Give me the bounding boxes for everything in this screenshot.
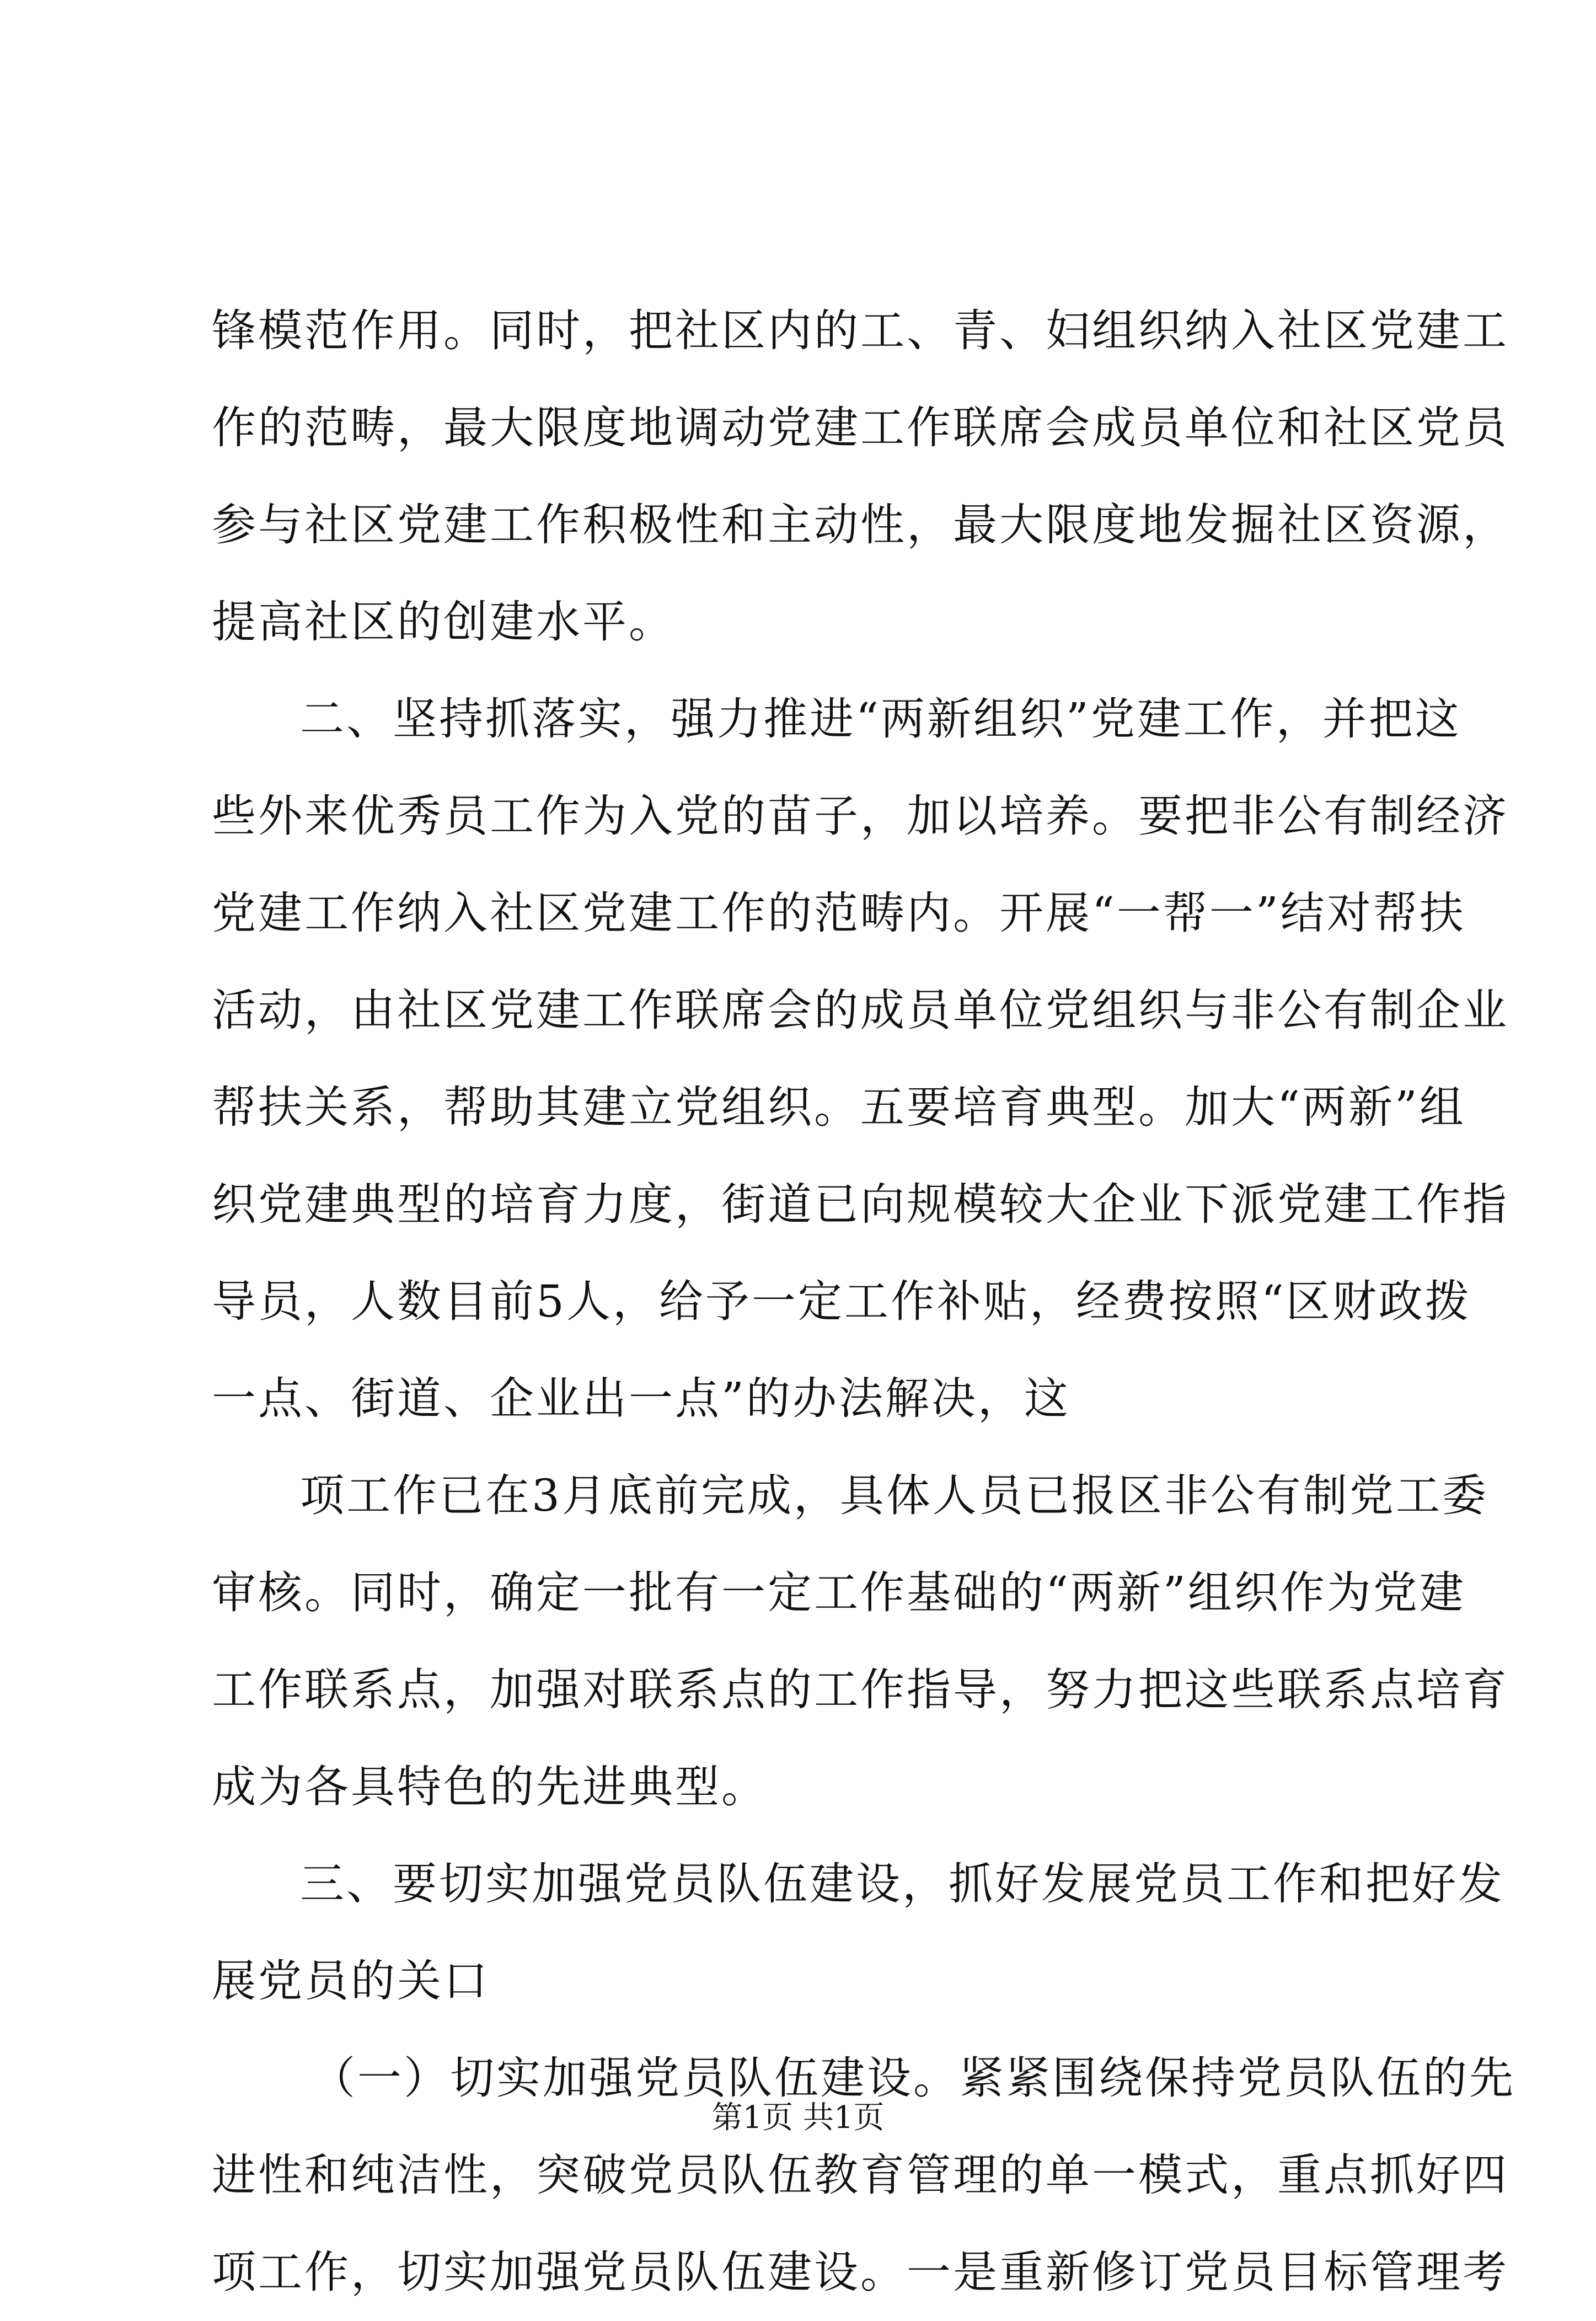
document-body [212, 282, 1515, 2321]
text-line: 作的范畴，最大限度地调动党建工作联席会成员单位和社区党员 [212, 402, 1509, 453]
paragraph-start-line: 二、坚持抓落实，强力推进“两新组织”党建工作，并把这 [300, 693, 1461, 745]
text-line: 审核。同时，确定一批有一定工作基础的“两新”组织作为党建 [212, 1567, 1466, 1618]
text-line: 成为各具特色的先进典型。 [212, 1761, 768, 1812]
text-line: 参与社区党建工作积极性和主动性，最大限度地发掘社区资源， [212, 499, 1509, 550]
text-line: 帮扶关系，帮助其建立党组织。五要培育典型。加大“两新”组 [212, 1082, 1466, 1133]
text-line: 活动，由社区党建工作联席会的成员单位党组织与非公有制企业 [212, 985, 1509, 1036]
text-line: 进性和纯洁性，突破党员队伍教育管理的单一模式，重点抓好四 [212, 2149, 1509, 2201]
paragraph-start-line: （一）切实加强党员队伍建设。紧紧围绕保持党员队伍的先 [311, 2052, 1515, 2104]
text-line: 织党建典型的培育力度，街道已向规模较大企业下派党建工作指 [212, 1179, 1509, 1230]
paragraph-start-line: 三、要切实加强党员队伍建设，抓好发展党员工作和把好发 [300, 1858, 1504, 1910]
text-line: 工作联系点，加强对联系点的工作指导，努力把这些联系点培育 [212, 1664, 1509, 1715]
text-line: 项工作，切实加强党员队伍建设。一是重新修订党员目标管理考 [212, 2247, 1509, 2298]
text-line: 锋模范作用。同时，把社区内的工、青、妇组织纳入社区党建工 [212, 305, 1509, 356]
text-line: 些外来优秀员工作为入党的苗子，加以培养。要把非公有制经济 [212, 790, 1509, 842]
text-line: 党建工作纳入社区党建工作的范畴内。开展“一帮一”结对帮扶 [212, 887, 1466, 939]
text-line: 导员，人数目前5人，给予一定工作补贴，经费按照“区财政拨 [212, 1276, 1471, 1327]
paragraph-start-line: 项工作已在3月底前完成，具体人员已报区非公有制党工委 [300, 1470, 1488, 1521]
text-line: 提高社区的创建水平。 [212, 596, 675, 648]
text-line: 展党员的关口 [212, 1955, 490, 2007]
page-number-footer: 第1页 共1页 [711, 2100, 885, 2136]
text-line: 一点、街道、企业出一点”的办法解决，这 [212, 1373, 1070, 1424]
